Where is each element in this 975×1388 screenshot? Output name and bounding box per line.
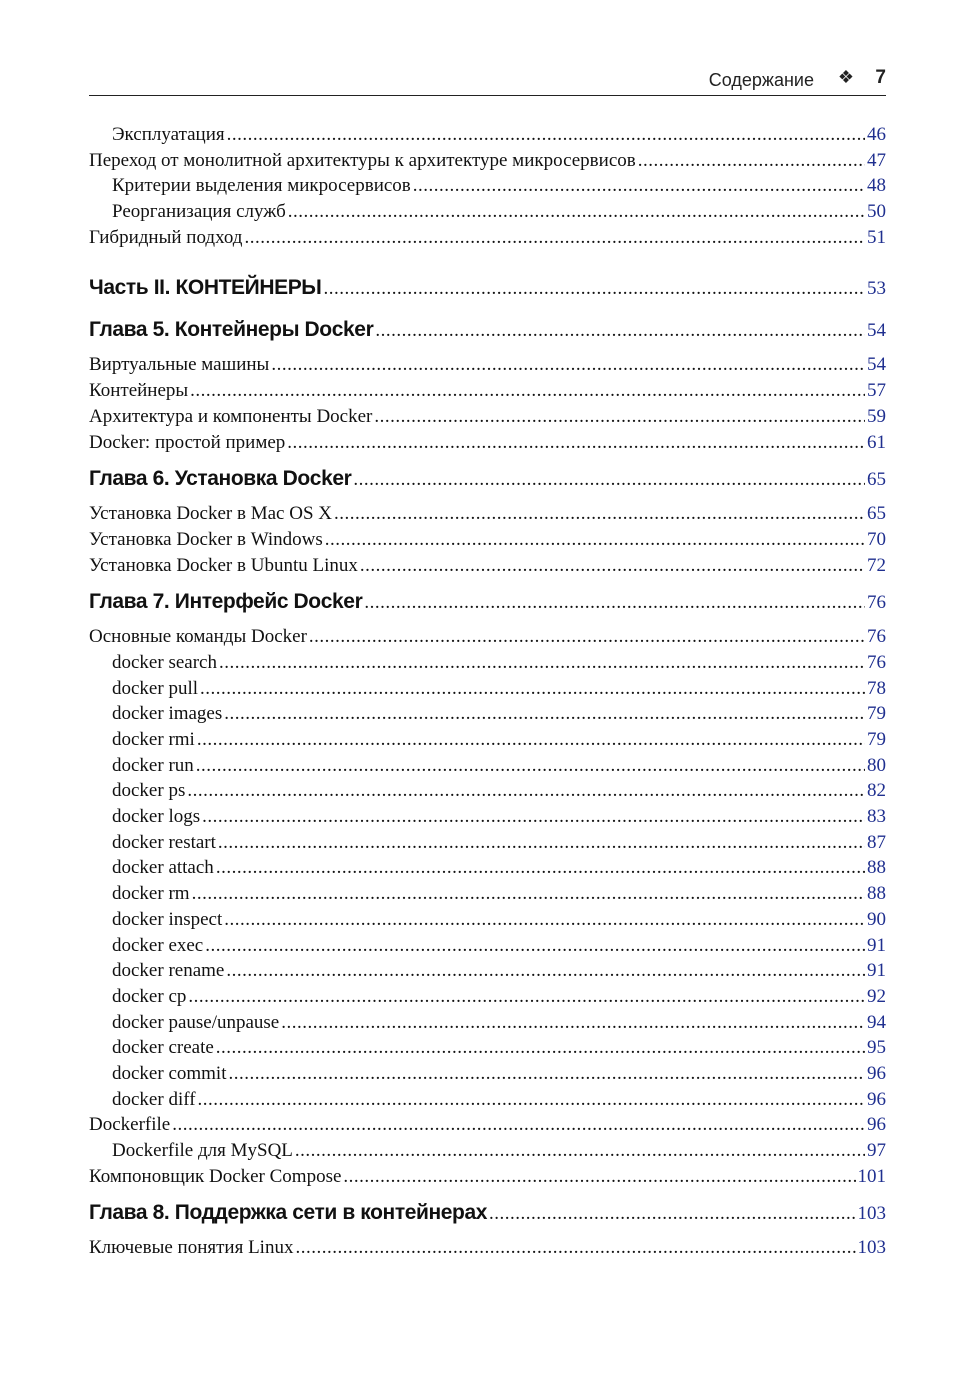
toc-entry-title: docker inspect — [112, 908, 223, 930]
toc-entry[interactable] — [89, 729, 886, 755]
dot-leader — [360, 555, 865, 577]
dot-leader — [281, 1012, 865, 1034]
toc-entry-title: Ключевые понятия Linux — [89, 1237, 294, 1259]
toc-entry-title: docker cp — [112, 985, 187, 1007]
toc-page-link[interactable]: 96 — [867, 1114, 886, 1136]
toc-page-link[interactable]: 57 — [867, 380, 886, 402]
toc-page-link[interactable]: 48 — [867, 175, 886, 197]
dot-leader — [205, 935, 865, 957]
toc-page-link[interactable]: 101 — [857, 1165, 886, 1187]
toc-entry-title: docker attach — [112, 857, 214, 879]
dot-leader — [413, 175, 865, 197]
running-header — [89, 64, 886, 96]
toc-entry-title: docker pause/unpause — [112, 1011, 280, 1033]
toc-chapter[interactable] — [89, 590, 886, 622]
toc-entry-title: docker restart — [112, 831, 216, 853]
toc-entry[interactable] — [89, 1237, 886, 1263]
dot-leader — [188, 986, 865, 1008]
toc-chapter[interactable] — [89, 1201, 886, 1233]
toc-entry-title: docker images — [112, 703, 223, 725]
toc-page-link[interactable]: 94 — [867, 1011, 886, 1033]
toc-page-link[interactable]: 92 — [867, 985, 886, 1007]
toc-entry-title: docker create — [112, 1037, 214, 1059]
toc-page-link[interactable]: 76 — [867, 592, 886, 614]
toc-entry[interactable] — [89, 857, 886, 883]
toc-page-link[interactable]: 88 — [867, 883, 886, 905]
dot-leader — [309, 626, 865, 648]
toc-page-link[interactable]: 59 — [867, 405, 886, 427]
toc-entry-title: docker search — [112, 651, 217, 673]
table-of-contents — [89, 124, 886, 1263]
toc-page-link[interactable]: 79 — [867, 729, 886, 750]
toc-entry-title: Установка Docker в Windows — [89, 528, 323, 550]
dot-leader — [323, 278, 865, 300]
page-number: 7 — [875, 67, 886, 88]
toc-entry-title: Гибридный подход — [89, 226, 243, 248]
header-title: Содержание — [708, 70, 814, 90]
toc-entry-title: docker pull — [112, 677, 199, 699]
dot-leader — [325, 529, 865, 551]
toc-entry[interactable] — [89, 780, 886, 806]
dot-leader — [187, 780, 865, 802]
toc-entry[interactable] — [89, 909, 886, 935]
toc-page-link[interactable]: 50 — [867, 201, 886, 223]
dot-leader — [374, 406, 865, 428]
dot-leader — [224, 909, 865, 931]
dot-leader — [224, 703, 865, 725]
dot-leader — [343, 1166, 855, 1188]
toc-page-link[interactable]: 54 — [867, 320, 886, 342]
toc-entry[interactable] — [89, 806, 886, 832]
dot-leader — [216, 857, 865, 879]
toc-entry-title: Компоновщик Docker Compose — [89, 1165, 342, 1187]
toc-page-link[interactable]: 90 — [867, 908, 886, 930]
dot-leader — [200, 678, 865, 700]
toc-entry-title: Переход от монолитной архитектуры к архитектуре микросервисов — [89, 149, 636, 171]
toc-page-link[interactable]: 78 — [867, 677, 886, 699]
toc-entry-title: Реорганизация служб — [112, 201, 286, 223]
toc-page-link[interactable]: 82 — [867, 780, 886, 802]
toc-page-link[interactable]: 80 — [867, 754, 886, 776]
dot-leader — [219, 652, 865, 674]
dot-leader — [287, 432, 865, 454]
dot-leader — [375, 320, 865, 342]
toc-entry-title: Архитектура и компоненты Docker — [89, 405, 373, 427]
toc-page-link[interactable]: 76 — [867, 651, 886, 673]
toc-entry[interactable] — [89, 354, 886, 380]
toc-entry-title: docker ps — [112, 780, 186, 802]
toc-page-link[interactable]: 95 — [867, 1037, 886, 1059]
toc-entry[interactable] — [89, 960, 886, 986]
toc-entry[interactable] — [89, 1089, 886, 1115]
toc-entry[interactable] — [89, 124, 886, 150]
toc-entry[interactable] — [89, 432, 886, 458]
toc-entry-title: docker commit — [112, 1062, 227, 1084]
dot-leader — [638, 150, 865, 172]
dot-leader — [202, 806, 865, 828]
dot-leader — [218, 832, 865, 854]
toc-entry-title: docker rename — [112, 960, 225, 982]
toc-entry[interactable] — [89, 380, 886, 406]
toc-entry[interactable] — [89, 1114, 886, 1140]
toc-page-link[interactable]: 96 — [867, 1088, 886, 1110]
dot-leader — [271, 354, 865, 376]
toc-page-link[interactable]: 47 — [867, 149, 886, 171]
dot-leader — [197, 729, 865, 751]
dot-leader — [244, 227, 865, 249]
dot-leader — [288, 201, 865, 223]
toc-entry[interactable] — [89, 406, 886, 432]
toc-page-link[interactable]: 91 — [867, 960, 886, 982]
toc-entry-title: Dockerfile — [89, 1114, 171, 1136]
toc-page-link[interactable]: 88 — [867, 857, 886, 879]
toc-entry-title: Эксплуатация — [112, 124, 225, 145]
dot-leader — [192, 883, 865, 905]
toc-entry[interactable] — [89, 755, 886, 781]
dot-leader — [334, 503, 865, 525]
toc-page-link[interactable]: 97 — [867, 1140, 886, 1161]
dot-leader — [190, 380, 865, 402]
toc-entry-title: Контейнеры — [89, 380, 189, 402]
dot-leader — [226, 960, 865, 982]
dot-leader — [227, 124, 865, 146]
toc-page-link[interactable]: 91 — [867, 934, 886, 956]
toc-page-link[interactable]: 103 — [857, 1203, 886, 1225]
toc-entry[interactable] — [89, 935, 886, 961]
toc-entry[interactable] — [89, 1063, 886, 1089]
toc-entry[interactable] — [89, 883, 886, 909]
toc-entry-title: Основные команды Docker — [89, 626, 307, 648]
toc-page-link[interactable]: 65 — [867, 503, 886, 525]
dot-leader — [198, 1089, 865, 1111]
toc-entry-title: Docker: простой пример — [89, 431, 286, 453]
toc-part[interactable] — [89, 276, 886, 308]
dot-leader — [353, 469, 865, 491]
toc-entry-title: Глава 8. Поддержка сети в контейнерах — [89, 1201, 488, 1225]
toc-entry-title: Установка Docker в Mac OS X — [89, 503, 332, 525]
toc-entry[interactable] — [89, 832, 886, 858]
toc-page-link[interactable]: 51 — [867, 226, 886, 248]
toc-entry[interactable] — [89, 1037, 886, 1063]
toc-entry-title: docker run — [112, 754, 194, 776]
toc-entry-title: Установка Docker в Ubuntu Linux — [89, 554, 358, 576]
toc-page-link[interactable]: 65 — [867, 469, 886, 491]
dot-leader — [295, 1140, 865, 1162]
toc-page-link[interactable]: 70 — [867, 528, 886, 550]
toc-entry[interactable] — [89, 1140, 886, 1166]
toc-entry[interactable] — [89, 652, 886, 678]
toc-entry[interactable] — [89, 626, 886, 652]
toc-entry-title: Глава 5. Контейнеры Docker — [89, 318, 374, 342]
toc-entry-title: docker exec — [112, 934, 204, 956]
toc-chapter[interactable] — [89, 318, 886, 350]
toc-entry[interactable] — [89, 1166, 886, 1192]
ornament-icon: ❖ — [837, 67, 854, 87]
toc-entry[interactable] — [89, 1012, 886, 1038]
toc-page-link[interactable]: 96 — [867, 1062, 886, 1084]
toc-page-link[interactable]: 72 — [867, 554, 886, 576]
dot-leader — [216, 1037, 865, 1059]
toc-entry[interactable] — [89, 201, 886, 227]
dot-leader — [172, 1114, 865, 1136]
toc-entry-title: docker rm — [112, 883, 190, 905]
dot-leader — [489, 1203, 855, 1225]
dot-leader — [196, 755, 865, 777]
toc-page-link[interactable]: 46 — [867, 124, 886, 145]
toc-entry[interactable] — [89, 703, 886, 729]
toc-page-link[interactable]: 54 — [867, 354, 886, 376]
toc-entry-title: Dockerfile для MySQL — [112, 1140, 293, 1161]
toc-entry-title: Глава 6. Установка Docker — [89, 467, 352, 491]
toc-entry[interactable] — [89, 555, 886, 581]
toc-entry-title: Часть II. КОНТЕЙНЕРЫ — [89, 276, 322, 300]
toc-entry-title: Виртуальные машины — [89, 354, 270, 376]
toc-page-link[interactable]: 79 — [867, 703, 886, 725]
toc-entry[interactable] — [89, 227, 886, 253]
toc-entry[interactable] — [89, 150, 886, 176]
toc-entry[interactable] — [89, 678, 886, 704]
toc-page-link[interactable]: 87 — [867, 831, 886, 853]
toc-entry-title: docker logs — [112, 806, 201, 828]
toc-chapter[interactable] — [89, 467, 886, 499]
toc-page-link[interactable]: 83 — [867, 806, 886, 828]
toc-page-link[interactable]: 76 — [867, 626, 886, 648]
toc-entry-title: Глава 7. Интерфейс Docker — [89, 590, 363, 614]
toc-entry[interactable] — [89, 529, 886, 555]
toc-entry[interactable] — [89, 986, 886, 1012]
toc-page-link[interactable]: 103 — [857, 1237, 886, 1259]
toc-entry[interactable] — [89, 503, 886, 529]
toc-entry[interactable] — [89, 175, 886, 201]
toc-entry-title: docker diff — [112, 1088, 196, 1110]
toc-entry-title: docker rmi — [112, 729, 195, 750]
dot-leader — [229, 1063, 866, 1085]
toc-page-link[interactable]: 53 — [867, 278, 886, 300]
toc-page-link[interactable]: 61 — [867, 431, 886, 453]
toc-entry-title: Критерии выделения микросервисов — [112, 175, 411, 197]
dot-leader — [364, 592, 865, 614]
dot-leader — [295, 1237, 855, 1259]
